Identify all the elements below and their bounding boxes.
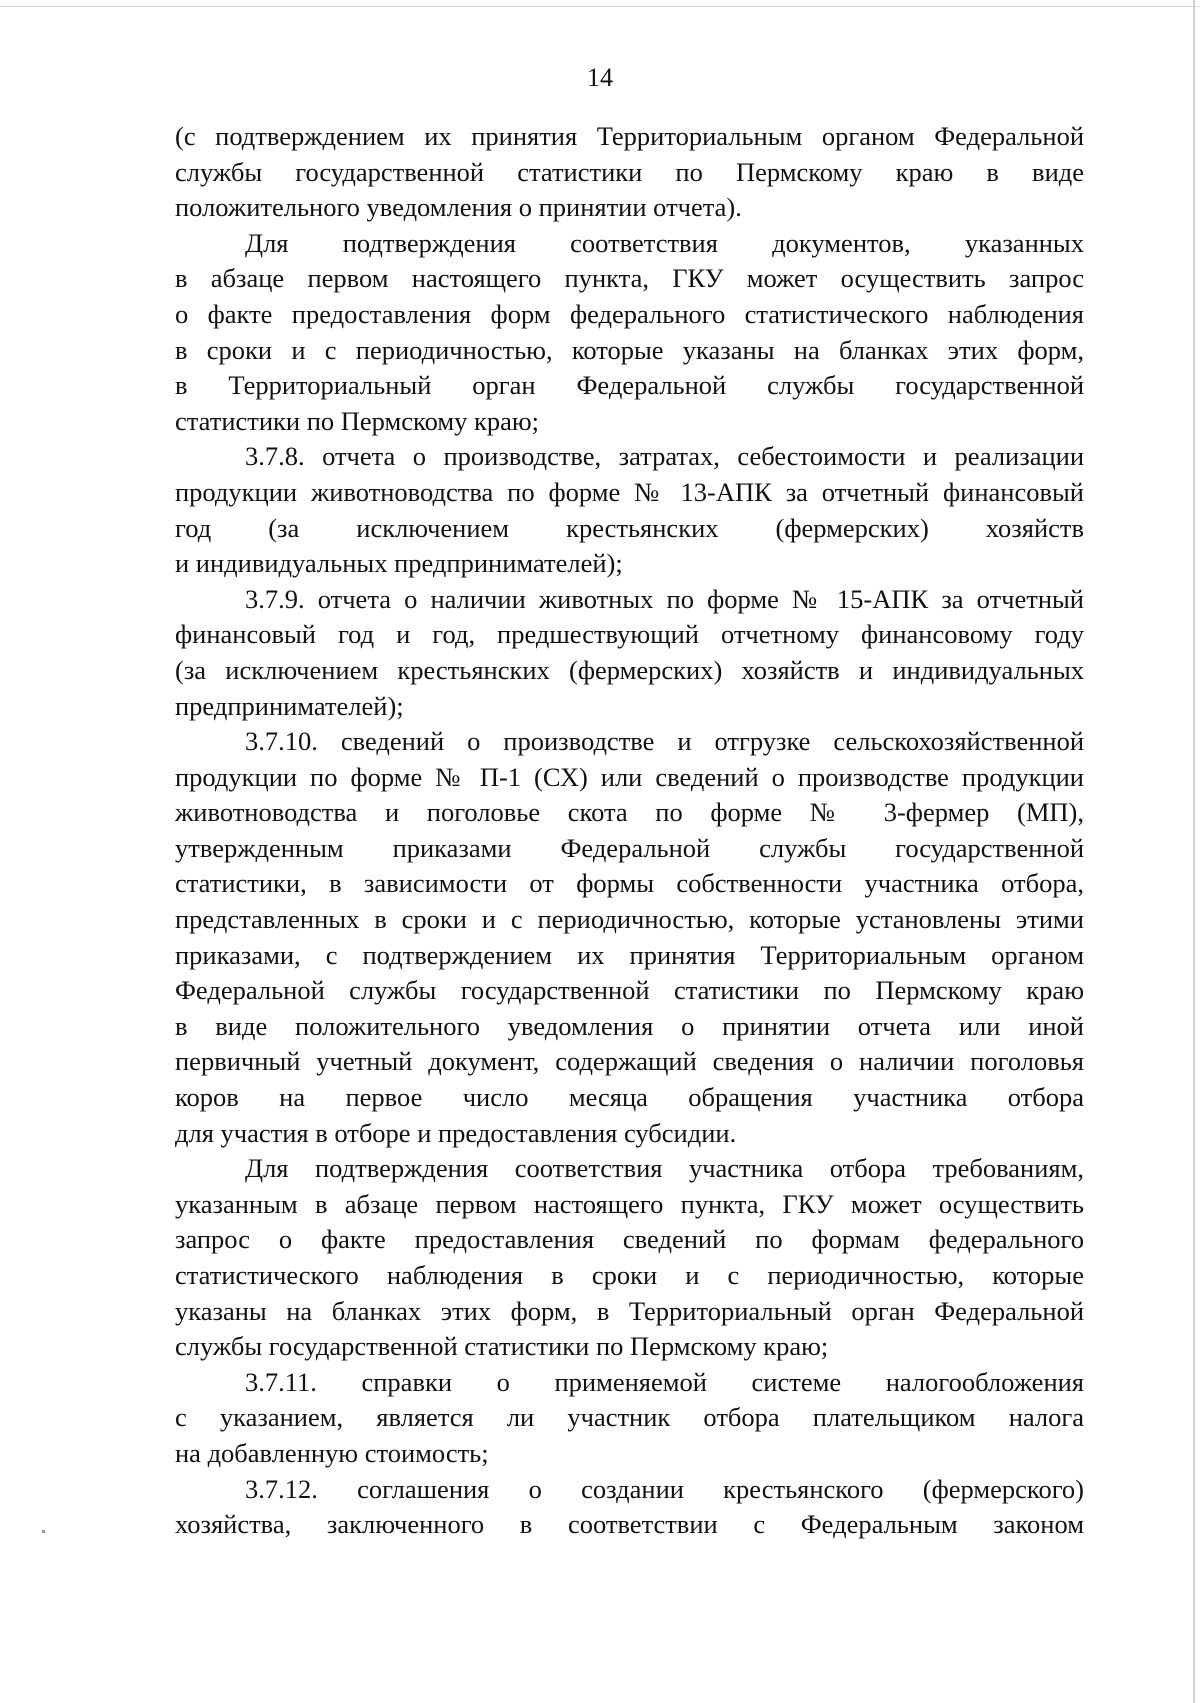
text-line: коров на первое число месяца обращения участника отбора xyxy=(175,1082,1084,1113)
text-line: статистики, в зависимости от формы собственности участника отбора, xyxy=(175,868,1084,899)
text-line: на добавленную стоимость; xyxy=(175,1437,489,1468)
text-line: (с подтверждением их принятия Территориальным органом Федеральной xyxy=(175,121,1084,151)
text-line: службы государственной статистики по Пермскому краю; xyxy=(175,1331,829,1362)
text-line: Федеральной службы государственной статистики по Пермскому краю xyxy=(175,975,1084,1006)
text-line: Для подтверждения соответствия документов, указанных xyxy=(245,227,1084,258)
text-line: службы государственной статистики по Пермскому краю в виде xyxy=(175,156,1084,187)
text-line: запрос о факте предоставления сведений по формам федерального xyxy=(175,1224,1084,1255)
paragraph-verification-documents xyxy=(175,226,1084,440)
paragraph-item-3-7-12 xyxy=(175,1472,1084,1543)
text-line: продукции по форме № П-1 (СХ) или сведений о производстве продукции xyxy=(175,761,1084,792)
text-line: предпринимателей); xyxy=(175,690,404,721)
text-line: первичный учетный документ, содержащий сведения о наличии поголовья xyxy=(175,1046,1084,1077)
text-line: в Территориальный орган Федеральной службы государственной xyxy=(175,370,1084,401)
text-line: 3.7.8. отчета о производстве, затратах, себестоимости и реализации xyxy=(245,441,1084,472)
paragraph-item-3-7-11 xyxy=(175,1365,1084,1472)
text-line: указанным в абзаце первом настоящего пункта, ГКУ может осуществить xyxy=(175,1188,1084,1219)
text-line: хозяйства, заключенного в соответствии с Федеральным законом xyxy=(175,1509,1084,1540)
text-line: утвержденным приказами Федеральной службы государственной xyxy=(175,832,1084,863)
paragraph-continuation xyxy=(175,119,1084,226)
text-line: 3.7.12. соглашения о создании крестьянского (фермерского) xyxy=(245,1473,1084,1504)
text-line: финансовый год и год, предшествующий отчетному финансовому году xyxy=(175,619,1084,650)
text-line: 3.7.9. отчета о наличии животных по форме № 15-АПК за отчетный xyxy=(245,583,1084,614)
text-line: для участия в отборе и предоставления субсидии. xyxy=(175,1117,737,1148)
document-body xyxy=(175,119,1084,1543)
scan-artifact-dot xyxy=(42,1530,45,1533)
paragraph-item-3-7-9 xyxy=(175,582,1084,724)
text-line: 3.7.11. справки о применяемой системе налогообложения xyxy=(245,1366,1084,1397)
scan-artifact-right xyxy=(1193,0,1195,1703)
text-line: в сроки и с периодичностью, которые указаны на бланках этих форм, xyxy=(175,334,1084,365)
page-number: 14 xyxy=(587,63,613,92)
text-line: с указанием, является ли участник отбора плательщиком налога xyxy=(175,1402,1084,1433)
text-line: и индивидуальных предпринимателей); xyxy=(175,548,623,579)
text-line: Для подтверждения соответствия участника отбора требованиям, xyxy=(245,1153,1084,1184)
text-line: статистики по Пермскому краю; xyxy=(175,405,540,436)
paragraph-item-3-7-10 xyxy=(175,724,1084,1151)
text-line: о факте предоставления форм федерального статистического наблюдения xyxy=(175,298,1084,329)
text-line: продукции животноводства по форме № 13-АПК за отчетный финансовый xyxy=(175,476,1084,507)
text-line: статистического наблюдения в сроки и с периодичностью, которые xyxy=(175,1260,1084,1290)
text-line: приказами, с подтверждением их принятия Территориальным органом xyxy=(175,939,1084,970)
text-line: (за исключением крестьянских (фермерских) хозяйств и индивидуальных xyxy=(175,654,1084,685)
text-line: 3.7.10. сведений о производстве и отгрузке сельскохозяйственной xyxy=(245,726,1084,757)
text-line: в абзаце первом настоящего пункта, ГКУ может осуществить запрос xyxy=(175,263,1084,294)
paragraph-verification-participant xyxy=(175,1151,1084,1365)
text-line: животноводства и поголовье скота по форме № 3-фермер (МП), xyxy=(175,797,1084,828)
text-line: в виде положительного уведомления о принятии отчета или иной xyxy=(175,1010,1084,1041)
paragraph-item-3-7-8 xyxy=(175,439,1084,581)
text-line: год (за исключением крестьянских (фермерских) хозяйств xyxy=(175,512,1084,543)
text-line: представленных в сроки и с периодичностью, которые установлены этими xyxy=(175,904,1084,935)
scan-artifact-top xyxy=(0,6,1200,7)
text-line: указаны на бланках этих форм, в Территориальный орган Федеральной xyxy=(175,1295,1084,1326)
text-line: положительного уведомления о принятии отчета). xyxy=(175,192,742,223)
